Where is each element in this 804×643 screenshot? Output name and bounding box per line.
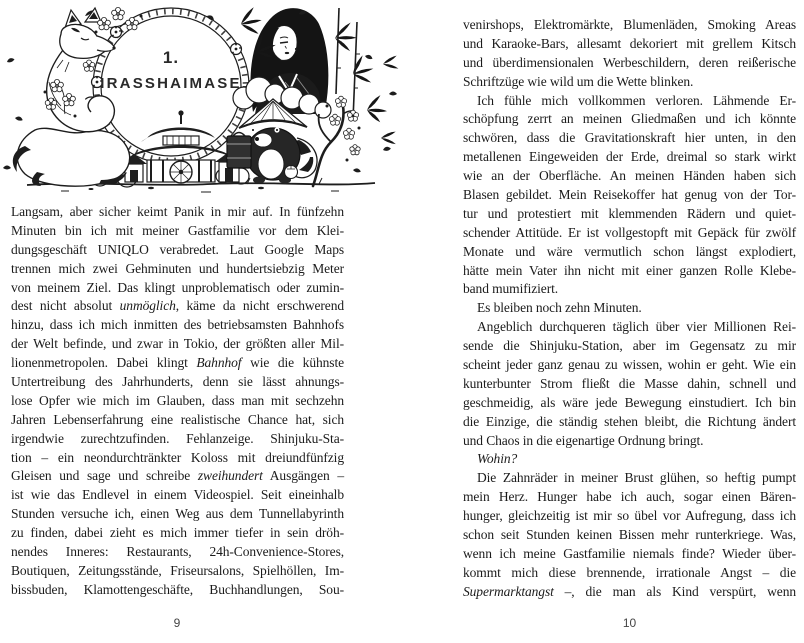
text-line: hunger, gleichzeitig ist mir so übel vor Aufregung, dass ich [463, 508, 796, 524]
text-line: dungsgeschäft UNIQLO verabredet. Laut Google Maps [11, 241, 344, 257]
chapter-illustration-art [1, 2, 399, 194]
text-line: band mumifiziert. [463, 281, 559, 297]
text-line: Langsam, aber sicher keimt Panik in mir auf. In fünfzehn [11, 204, 344, 219]
chapter-number: 1. [162, 48, 180, 67]
text-line: sende die Shinjuku-Station, aber im Gegensatz zu mir [463, 338, 796, 354]
text-line: der Welt befinde, und zwar in Tokio, der größten aller Mil- [11, 336, 344, 352]
text-line: tur und protestiert mit klemmenden Rädern und quiet- [463, 205, 796, 221]
text-line: Jahren Lebenserfahrung eine realistische Chance hat, sich [11, 411, 344, 427]
text-line: Angeblich durchqueren täglich über vier Millionen Rei- [477, 319, 796, 335]
text-line: lionenmetropolen. Dabei klingt Bahnhof wie die kühnste [11, 355, 344, 371]
text-line: schender Attitüde. Er ist vollgestopft mit Gepäck für zwölf [463, 224, 796, 240]
text-line: Supermarktangst –, die man als Kind verspürt, wenn [463, 583, 796, 599]
text-line: die Einzige, die ständig stehen bleibt, die Richtung ändert [463, 413, 796, 429]
text-line: Gleisen und sage und schreibe zweihundert Ausgängen – [11, 468, 345, 484]
left-page-text [11, 203, 344, 600]
text-line: dest nicht absolut unmöglich, käme da nicht erschwerend [11, 298, 344, 314]
page-number-right: 10 [622, 616, 637, 630]
text-line: hätte mein Vater ihn nicht mit einer ganzen Rolle Klebe- [463, 262, 796, 278]
text-line: schon seit Stunden keinen Bissen mehr runterkriege. Was, [463, 527, 796, 543]
text-line: kunterbunter Strom fließt die Masse dahin, schnell und [463, 375, 796, 391]
text-line: schwören, dass die Gravitationskraft hier unten, in den [463, 130, 796, 146]
text-line: Blasen gebildet. Mein Reisekoffer hat genug von der Tor- [463, 187, 796, 203]
text-line: metallenen Eingeweiden der Erde, dreimal so stark wirkt [463, 149, 796, 165]
text-line: trennen mich zwei Gehminuten und hundertsiebzig Meter [11, 260, 344, 276]
text-line: wie an der Oberfläche. An meinen Händen haben sich [463, 168, 796, 184]
text-line: Monate und wäre vermutlich schon längst explodiert, [463, 243, 796, 259]
text-line: irgendwie zurechtzufinden. Fehlanzeige. Shinjuku-Sta- [11, 430, 344, 446]
text-line: lose Opfer wie mich im Glauben, dass man mit sechzehn [11, 392, 344, 408]
text-line: bissbuden, Klamottengeschäfte, Buchhandlungen, Sou- [11, 581, 344, 597]
text-line: Boutiquen, Zeitungsstände, Friseursalons, Spielhöllen, Im- [11, 562, 344, 578]
text-line: von meinem Ziel. Das klingt unproblematisch oder zumin- [11, 279, 344, 295]
text-line: und Chaos in die eigenartige Ordnung bringt. [463, 432, 704, 448]
page-number-left: 9 [173, 616, 181, 630]
text-line: Ich fühle mich vollkommen verloren. Lähmende Er- [477, 92, 796, 108]
text-line: ist wie das Endlevel in einem Videospiel. Seit eineinhalb [11, 487, 344, 503]
text-line: Minuten bin ich mit meiner Gastfamilie vor dem Klei- [11, 222, 344, 238]
text-line: kommt mich diese brennende, irrationale Angst – die [463, 564, 796, 580]
text-line: Schriftzüge wie wild um die Wette blinken. [463, 73, 694, 89]
text-line: und überdimensionalen Werbeschildern, deren reißerische [463, 54, 796, 70]
temple-gate-icon [121, 111, 243, 183]
text-line: wenn ich meine Gastfamilie niemals finde? Wieder über- [463, 545, 796, 561]
text-line: und Karaoke-Bars, allesamt dekoriert mit grellem Kitsch [463, 35, 796, 51]
text-line: zu finden, dabei zieht es mich immer tiefer in sein dröh- [11, 525, 344, 541]
text-line: tion – ein neondurchtränkter Koloss mit dreiundfünfzig [11, 449, 344, 465]
suitcase-icon [227, 133, 251, 169]
text-line: scheint jeder ganz genau zu wissen, wohin er geht. Wie ein [463, 357, 796, 373]
text-line: Es bleiben noch zehn Minuten. [477, 300, 642, 316]
text-line: hinzu, dass ich mich inmitten des betriebsamsten Bahnhofs [11, 317, 344, 333]
text-line: nendes Inneres: Restaurants, 24h-Convenience-Stores, [11, 544, 344, 560]
text-line: mein Herz. Hunger habe ich auch, sogar einen Bären- [463, 489, 796, 505]
chapter-illustration [1, 2, 399, 194]
text-line: Wohin? [477, 451, 518, 467]
text-line: schöpfung zerrt an meinen Gliedmaßen und ich könnte [463, 111, 796, 127]
text-line: Untertreibung des Jahrhunderts, denn sie lässt ahnungs- [11, 374, 344, 390]
chapter-title: IRASSHAIMASE [100, 75, 242, 92]
text-line: Stunden versuche ich, einen Weg aus dem Tunnellabyrinth [11, 506, 344, 522]
text-line: venirshops, Elektromärkte, Blumenläden, Smoking Areas [463, 17, 796, 32]
right-page-text [463, 16, 796, 602]
text-line: Die Zahnräder in meiner Brust glühen, so heftig pumpt [477, 470, 796, 486]
text-line: geschmeidig, als wäre jede Bewegung einstudiert. Ich bin [463, 394, 796, 410]
